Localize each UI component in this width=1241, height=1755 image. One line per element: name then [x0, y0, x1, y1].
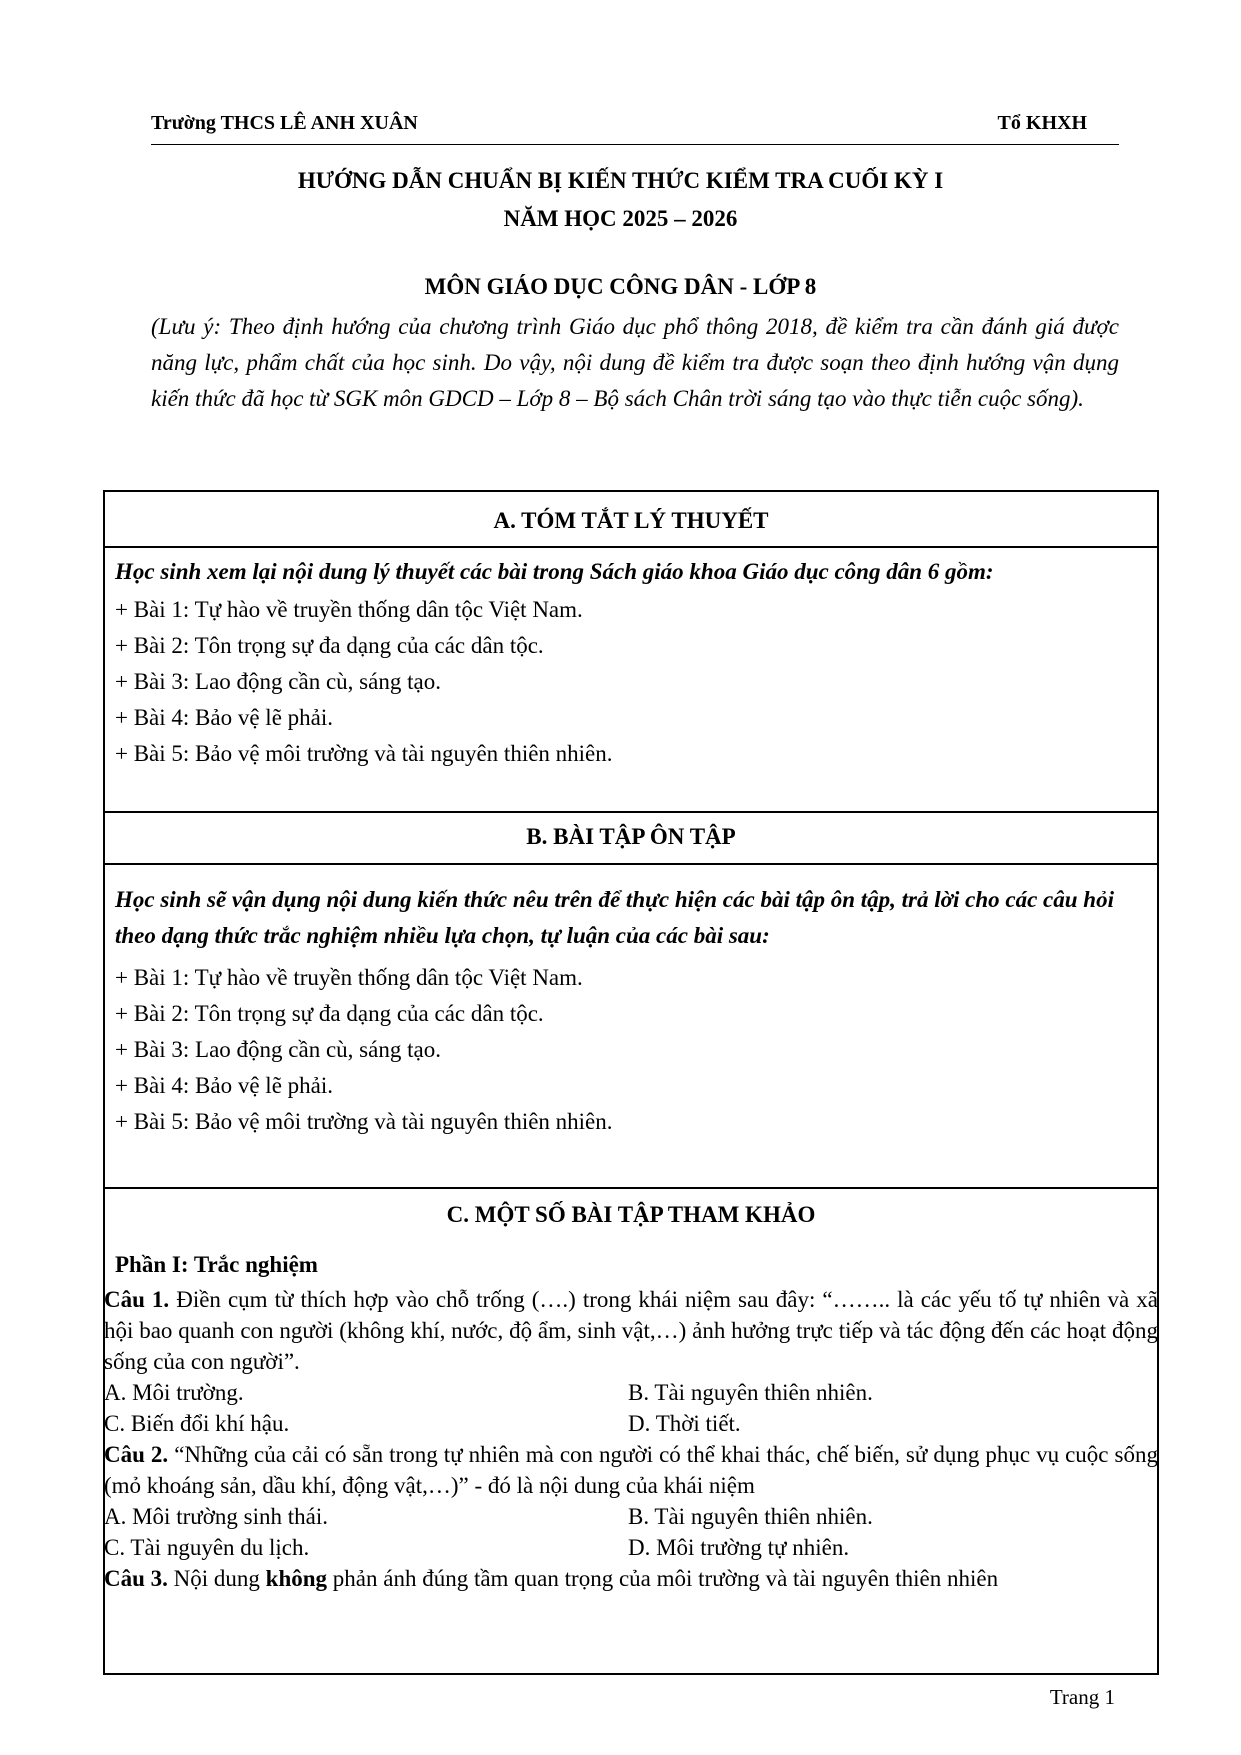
page-number: Trang 1 [1049, 1685, 1115, 1709]
question-label: Câu 1. [104, 1287, 170, 1312]
question-text: Điền cụm từ thích hợp vào chỗ trống (….) trong khái niệm sau đây: “…….. là các yếu tố tự nhiên và xã hội bao quanh con người (không khí, nước, độ ẩm, sinh vật,…) ảnh hưởng trực tiếp và tác động đến các hoạt động sống của con người”. [104, 1287, 1158, 1374]
question-text: “Những của cải có sẵn trong tự nhiên mà con người có thể khai thác, chế biến, sử dụng phục vụ cuộc sống (mỏ khoáng sản, dầu khí, động vật,…)” - đó là nội dung của khái niệm [104, 1442, 1158, 1498]
answer-row [104, 1532, 1158, 1563]
divider [105, 863, 1157, 865]
answer-option-d: D. Thời tiết. [628, 1411, 741, 1436]
list-item: + Bài 1: Tự hào về truyền thống dân tộc Việt Nam. [115, 965, 583, 990]
section-c-title: C. MỘT SỐ BÀI TẬP THAM KHẢO [446, 1202, 816, 1227]
list-item: + Bài 3: Lao động cần cù, sáng tạo. [115, 669, 441, 694]
department-name: Tổ KHXH [997, 112, 1087, 134]
list-item: + Bài 4: Bảo vệ lẽ phải. [115, 1073, 334, 1098]
list-item: + Bài 5: Bảo vệ môi trường và tài nguyên thiên nhiên. [115, 1109, 613, 1134]
section-b-title: B. BÀI TẬP ÔN TẬP [526, 824, 736, 849]
answer-option-b: B. Tài nguyên thiên nhiên. [628, 1504, 873, 1529]
answer-option-a: A. Môi trường sinh thái. [104, 1504, 328, 1529]
subject-title: MÔN GIÁO DỤC CÔNG DÂN - LỚP 8 [424, 274, 817, 299]
divider [105, 546, 1157, 548]
divider [105, 1187, 1157, 1189]
school-name: Trường THCS LÊ ANH XUÂN [151, 112, 418, 134]
answer-row [104, 1408, 1158, 1439]
answer-row [104, 1501, 1158, 1532]
emphasis-word: không [265, 1566, 328, 1591]
question-text: phản ánh đúng tầm quan trọng của môi trường và tài nguyên thiên nhiên [327, 1566, 999, 1591]
question-2 [104, 1439, 1158, 1501]
answer-option-c: C. Biến đổi khí hậu. [104, 1411, 290, 1436]
answer-row [104, 1377, 1158, 1408]
question-list [104, 1284, 1158, 1594]
divider [105, 811, 1157, 813]
section-b-intro: Học sinh sẽ vận dụng nội dung kiến thức nêu trên để thực hiện các bài tập ôn tập, trả lời cho các câu hỏi theo dạng thức trắc nghiệm nhiều lựa chọn, tự luận của các bài sau: [115, 887, 1114, 948]
section-a-title: A. TÓM TẮT LÝ THUYẾT [493, 508, 769, 533]
answer-option-b: B. Tài nguyên thiên nhiên. [628, 1380, 873, 1405]
list-item: + Bài 2: Tôn trọng sự đa dạng của các dân tộc. [115, 1001, 544, 1026]
list-item: + Bài 3: Lao động cần cù, sáng tạo. [115, 1037, 441, 1062]
note-paragraph: (Lưu ý: Theo định hướng của chương trình Giáo dục phổ thông 2018, đề kiểm tra cần đánh giá được năng lực, phẩm chất của học sinh. Do vậy, nội dung đề kiểm tra được soạn theo định hướng vận dụng kiến thức đã học từ SGK môn GDCD – Lớp 8 – Bộ sách Chân trời sáng tạo vào thực tiễn cuộc sống). [151, 314, 1119, 411]
question-3 [104, 1563, 1158, 1594]
answer-option-a: A. Môi trường. [104, 1380, 244, 1405]
section-a-lesson-list [115, 592, 613, 772]
list-item: + Bài 2: Tôn trọng sự đa dạng của các dân tộc. [115, 633, 544, 658]
document-title: HƯỚNG DẪN CHUẨN BỊ KIẾN THỨC KIỂM TRA CUỐI KỲ I [297, 168, 944, 193]
question-1 [104, 1284, 1158, 1377]
page-header [151, 112, 1119, 145]
question-text: Nội dung [167, 1566, 266, 1591]
section-b-lesson-list [115, 960, 613, 1140]
section-a-intro: Học sinh xem lại nội dung lý thuyết các bài trong Sách giáo khoa Giáo dục công dân 6 gồm: [115, 559, 994, 584]
question-label: Câu 2. [104, 1442, 169, 1467]
question-label: Câu 3. [104, 1566, 168, 1591]
list-item: + Bài 4: Bảo vệ lẽ phải. [115, 705, 334, 730]
answer-option-c: C. Tài nguyên du lịch. [104, 1535, 310, 1560]
answer-option-d: D. Môi trường tự nhiên. [628, 1535, 850, 1560]
list-item: + Bài 1: Tự hào về truyền thống dân tộc Việt Nam. [115, 597, 583, 622]
list-item: + Bài 5: Bảo vệ môi trường và tài nguyên thiên nhiên. [115, 741, 613, 766]
school-year: NĂM HỌC 2025 – 2026 [503, 206, 738, 231]
part-title: Phần I: Trắc nghiệm [115, 1252, 318, 1277]
